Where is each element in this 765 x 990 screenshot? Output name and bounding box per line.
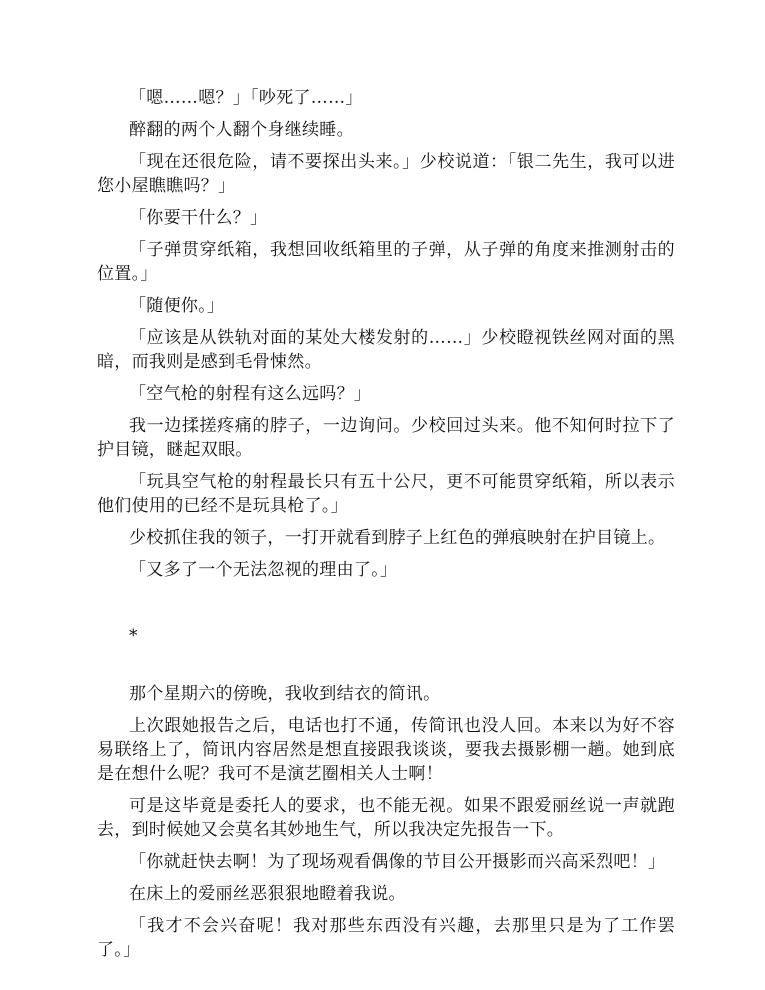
- paragraph-1: 「嗯……嗯？」「吵死了……」: [129, 88, 363, 108]
- paragraph-8: 「空气枪的射程有这么远吗？」: [129, 384, 372, 404]
- paragraph-5: 「子弹贯穿纸箱，我想回收纸箱里的子弹，从子弹的角度来推测射击的位置。」: [97, 240, 675, 284]
- document-page: [97, 86, 675, 970]
- paragraph-11: 少校抓住我的领子，一打开就看到脖子上红色的弹痕映射在护目镜上。: [129, 528, 666, 548]
- paragraph-6: 「随便你。」: [129, 296, 225, 316]
- paragraph-10: 「玩具空气枪的射程最长只有五十公尺，更不可能贯穿纸箱，所以表示他们使用的已经不是玩具枪了。」: [97, 472, 675, 516]
- paragraph-15: 可是这毕竟是委托人的要求，也不能无视。如果不跟爱丽丝说一声就跑去，到时候她又会莫名其妙地生气，所以我决定先报告一下。: [97, 796, 675, 840]
- paragraph-12: 「又多了一个无法忽视的理由了。」: [129, 560, 398, 580]
- paragraph-3: 「现在还很危险，请不要探出头来。」少校说道：「银二先生，我可以进您小屋瞧瞧吗？」: [97, 152, 675, 196]
- paragraph-18: 「我才不会兴奋呢！我对那些东西没有兴趣，去那里只是为了工作罢了。」: [97, 916, 675, 960]
- paragraph-17: 在床上的爱丽丝恶狠狠地瞪着我说。: [129, 884, 406, 904]
- paragraph-14: 上次跟她报告之后，电话也打不通，传简讯也没人回。本来以为好不容易联络上了，简讯内容居然是想直接跟我谈谈，要我去摄影棚一趟。她到底是在想什么呢？我可不是演艺圈相关人士啊！: [97, 716, 675, 784]
- section-separator: *: [129, 626, 138, 646]
- paragraph-13: 那个星期六的傍晚，我收到结衣的简讯。: [129, 684, 441, 704]
- paragraph-7: 「应该是从铁轨对面的某处大楼发射的……」少校瞪视铁丝网对面的黑暗，而我则是感到毛骨悚然。: [97, 328, 675, 372]
- paragraph-4: 「你要干什么？」: [129, 208, 268, 228]
- paragraph-16: 「你就赶快去啊！为了现场观看偶像的节目公开摄影而兴高采烈吧！」: [129, 852, 666, 872]
- section-gap: [97, 590, 675, 624]
- paragraph-2: 醉翻的两个人翻个身继续睡。: [129, 120, 354, 140]
- paragraph-9: 我一边揉搓疼痛的脖子，一边询问。少校回过头来。他不知何时拉下了护目镜，瞇起双眼。: [97, 416, 675, 460]
